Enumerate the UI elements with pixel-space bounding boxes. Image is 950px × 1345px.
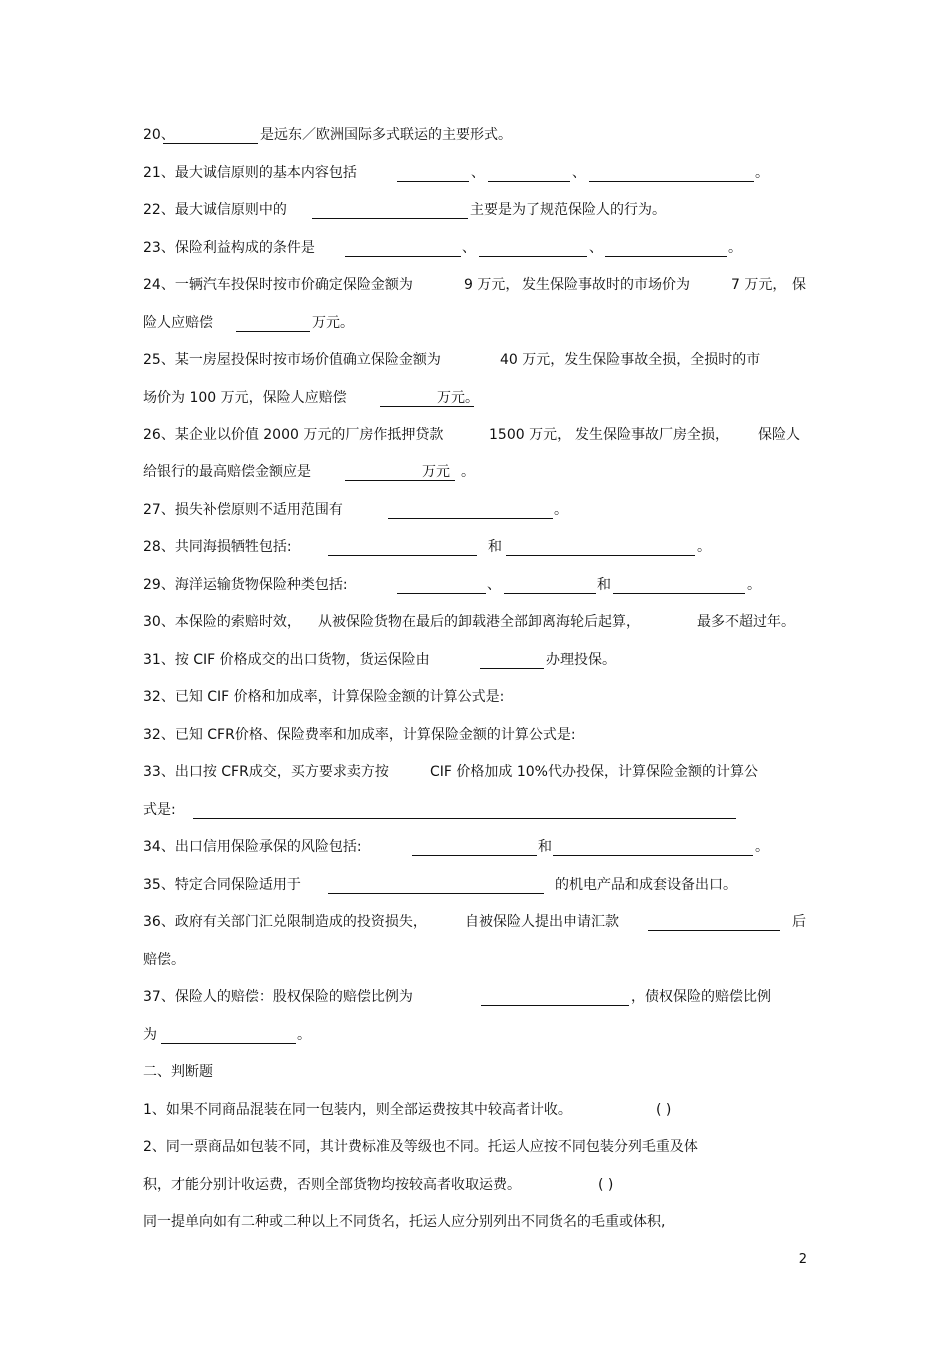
q23-blank-3[interactable] <box>605 256 727 257</box>
q26-tail: 保险人 <box>758 427 800 443</box>
q26-value: 1500 万元， <box>489 427 572 443</box>
q20-text: 是远东／欧洲国际多式联运的主要形式。 <box>260 127 512 143</box>
tf1-answer[interactable]: ( ) <box>656 1102 672 1118</box>
q29-blank-3[interactable] <box>613 593 745 594</box>
q23-end: 。 <box>728 240 742 256</box>
q34-and: 和 <box>538 839 552 855</box>
q34-text: 34、出口信用保险承保的风险包括: <box>143 839 362 855</box>
q25-line1: 25、某一房屋投保时按市场价值确立保险金额为 <box>143 352 441 368</box>
q33-blank[interactable] <box>193 818 736 819</box>
q26-end: 。 <box>461 464 475 480</box>
q22-after: 主要是为了规范保险人的行为。 <box>470 202 666 218</box>
q21-blank-2[interactable] <box>488 181 570 182</box>
q37-blank-1[interactable] <box>481 1005 629 1006</box>
q24-value-1: 9 万元， <box>464 277 520 293</box>
q26-line1: 26、某企业以价值 2000 万元的厂房作抵押贷款 <box>143 427 444 443</box>
q21-text: 21、最大诚信原则的基本内容包括 <box>143 165 357 181</box>
q20-number: 20、 <box>143 127 175 143</box>
q22-blank[interactable] <box>312 218 468 219</box>
q28-end: 。 <box>697 539 711 555</box>
q27-blank[interactable] <box>388 518 553 519</box>
q23-sep: 、 <box>462 240 476 256</box>
q35-after: 的机电产品和成套设备出口。 <box>555 877 737 893</box>
q30-a: 30、本保险的索赔时效， <box>143 614 301 630</box>
q24-blank[interactable] <box>236 331 310 332</box>
tf2-line1: 2、同一票商品如包装不同，其计费标准及等级也不同。托运人应按不同包装分列毛重及体 <box>143 1139 698 1155</box>
q36-blank[interactable] <box>648 930 780 931</box>
section-title: 二、判断题 <box>143 1064 213 1080</box>
tf3-text: 同一提单向如有二种或二种以上不同货名，托运人应分别列出不同货名的毛重或体积, <box>143 1214 666 1230</box>
q26-mid: 发生保险事故厂房全损， <box>575 427 729 443</box>
q21-end: 。 <box>755 165 769 181</box>
q36-line2: 赔偿。 <box>143 952 185 968</box>
tf2-answer[interactable]: ( ) <box>598 1177 614 1193</box>
q37-text: 37、保险人的赔偿：股权保险的赔偿比例为 <box>143 989 413 1005</box>
q35-text: 35、特定合同保险适用于 <box>143 877 301 893</box>
q34-blank-2[interactable] <box>553 855 753 856</box>
q31-text: 31、按 CIF 价格成交的出口货物，货运保险由 <box>143 652 430 668</box>
q27-end: 。 <box>554 502 568 518</box>
q24-value-2: 7 万元， <box>731 277 787 293</box>
q29-and: 和 <box>597 577 611 593</box>
q37-blank-2[interactable] <box>161 1043 296 1044</box>
q29-blank-1[interactable] <box>397 593 486 594</box>
q27-text: 27、损失补偿原则不适用范围有 <box>143 502 343 518</box>
q36-b: 自被保险人提出申请汇款 <box>465 914 619 930</box>
q21-blank-3[interactable] <box>589 181 754 182</box>
q30-c: 最多不超过年。 <box>697 614 795 630</box>
q29-blank-2[interactable] <box>504 593 596 594</box>
q30-b: 从被保险货物在最后的卸载港全部卸离海轮后起算， <box>318 614 640 630</box>
q25-line1b: 40 万元，发生保险事故全损，全损时的市 <box>500 352 761 368</box>
q33-a: 33、出口按 CFR成交，买方要求卖方按 <box>143 764 389 780</box>
q20-blank[interactable] <box>163 143 258 144</box>
q23-text: 23、保险利益构成的条件是 <box>143 240 315 256</box>
q29-text: 29、海洋运输货物保险种类包括: <box>143 577 348 593</box>
q24-mid: 发生保险事故时的市场价为 <box>522 277 690 293</box>
q37-end: 。 <box>297 1027 311 1043</box>
q32a-text: 32、已知 CIF 价格和加成率，计算保险金额的计算公式是: <box>143 689 505 705</box>
tf2-line2: 积，才能分别计收运费，否则全部货物均按较高者收取运费。 <box>143 1177 521 1193</box>
q29-sep: 、 <box>487 577 501 593</box>
q33-line2: 式是: <box>143 802 176 818</box>
q31-after: 办理投保。 <box>546 652 616 668</box>
q36-tail: 后 <box>792 914 806 930</box>
q22-text: 22、最大诚信原则中的 <box>143 202 287 218</box>
q29-end: 。 <box>747 577 761 593</box>
q34-end: 。 <box>755 839 769 855</box>
q36-a: 36、政府有关部门汇兑限制造成的投资损失， <box>143 914 427 930</box>
q24-line2: 险人应赔偿 <box>143 315 213 331</box>
q24-tail: 保 <box>792 277 806 293</box>
q21-sep: 、 <box>572 165 586 181</box>
q25-line2: 场价为 100 万元，保险人应赔偿 <box>143 390 347 406</box>
q26-line2: 给银行的最高赔偿金额应是 <box>143 464 311 480</box>
q31-blank[interactable] <box>480 668 544 669</box>
q28-blank-2[interactable] <box>506 555 695 556</box>
q23-blank-1[interactable] <box>345 256 461 257</box>
q28-and: 和 <box>488 539 502 555</box>
page-number: 2 <box>798 1252 807 1267</box>
q37-line2: 为 <box>143 1027 157 1043</box>
q24-line1: 24、一辆汽车投保时按市价确定保险金额为 <box>143 277 413 293</box>
q33-b: CIF 价格加成 10%代办投保，计算保险金额的计算公 <box>430 764 758 780</box>
q26-unit: 万元 <box>422 464 450 480</box>
q28-text: 28、共同海损牺牲包括: <box>143 539 292 555</box>
q32b-text: 32、已知 CFR价格、保险费率和加成率，计算保险金额的计算公式是: <box>143 727 576 743</box>
q34-blank-1[interactable] <box>412 855 537 856</box>
q23-blank-2[interactable] <box>479 256 587 257</box>
q21-sep: 、 <box>471 165 485 181</box>
q24-unit: 万元。 <box>312 315 354 331</box>
q37-mid: ，债权保险的赔偿比例 <box>631 989 771 1005</box>
q21-blank-1[interactable] <box>397 181 469 182</box>
tf1-text: 1、如果不同商品混装在同一包装内，则全部运费按其中较高者计收。 <box>143 1102 572 1118</box>
q23-sep: 、 <box>589 240 603 256</box>
q35-blank[interactable] <box>328 893 544 894</box>
q28-blank-1[interactable] <box>328 555 477 556</box>
q25-unit: 万元。 <box>437 390 479 406</box>
